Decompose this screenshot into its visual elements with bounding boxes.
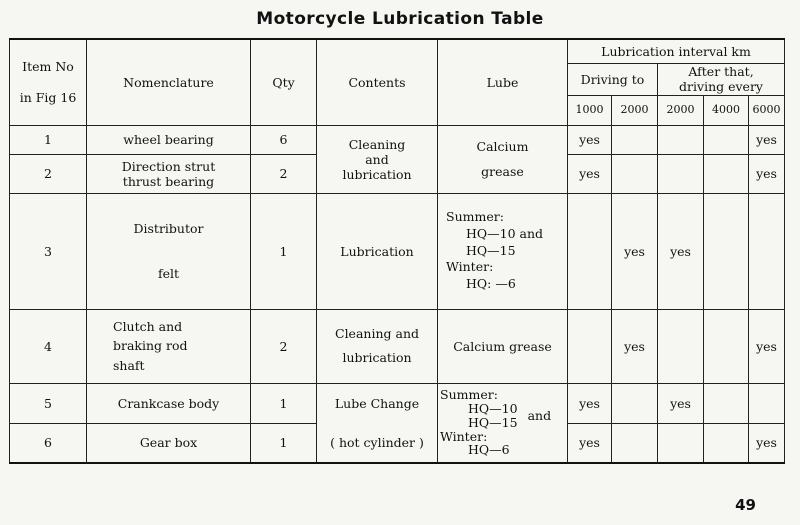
mark-2000b: [658, 309, 704, 383]
table-row: [10, 309, 785, 383]
header-item-no: Item No in Fig 16: [10, 39, 87, 125]
mark-6000: yes: [749, 125, 785, 154]
item-no: 6: [10, 423, 87, 463]
mark-1000: yes: [568, 383, 612, 423]
qty: 1: [251, 423, 317, 463]
mark-6000: yes: [749, 423, 785, 463]
table-row: [10, 193, 785, 309]
mark-2000: [612, 125, 658, 154]
contents: Lube Change ( hot cylinder ): [317, 383, 438, 463]
mark-2000: yes: [612, 193, 658, 309]
mark-4000: [704, 154, 749, 193]
header-after-that: After that, driving every: [658, 63, 785, 95]
qty: 2: [251, 154, 317, 193]
lube: Summer: HQ—10 HQ—15 and Winter: HQ—6: [438, 383, 568, 463]
mark-1000: yes: [568, 154, 612, 193]
header-km-6000: 6000: [749, 95, 785, 125]
header-qty: Qty: [251, 39, 317, 125]
contents: Cleaning and lubrication: [317, 125, 438, 193]
mark-2000b: [658, 423, 704, 463]
lube: Calcium grease: [438, 309, 568, 383]
header-nomenclature: Nomenclature: [87, 39, 251, 125]
mark-2000: [612, 154, 658, 193]
item-no: 5: [10, 383, 87, 423]
mark-4000: [704, 309, 749, 383]
qty: 1: [251, 193, 317, 309]
mark-1000: [568, 193, 612, 309]
header-km-4000: 4000: [704, 95, 749, 125]
mark-2000: yes: [612, 309, 658, 383]
item-no: 4: [10, 309, 87, 383]
nomenclature: wheel bearing: [87, 125, 251, 154]
lubrication-table: [9, 38, 785, 464]
qty: 1: [251, 383, 317, 423]
item-no: 3: [10, 193, 87, 309]
mark-4000: [704, 193, 749, 309]
mark-6000: yes: [749, 154, 785, 193]
header-driving-to: Driving to: [568, 63, 658, 95]
mark-6000: [749, 383, 785, 423]
mark-2000b: [658, 125, 704, 154]
nomenclature: Clutch and braking rod shaft: [87, 309, 251, 383]
contents: Cleaning and lubrication: [317, 309, 438, 383]
contents: Lubrication: [317, 193, 438, 309]
mark-4000: [704, 423, 749, 463]
mark-2000b: yes: [658, 383, 704, 423]
mark-1000: [568, 309, 612, 383]
page-number: 49: [735, 496, 756, 514]
mark-6000: [749, 193, 785, 309]
mark-4000: [704, 125, 749, 154]
header-contents: Contents: [317, 39, 438, 125]
mark-4000: [704, 383, 749, 423]
mark-2000b: yes: [658, 193, 704, 309]
mark-1000: yes: [568, 125, 612, 154]
mark-2000: [612, 423, 658, 463]
lube: Summer: HQ—10 and HQ—15 Winter: HQ: —6: [438, 193, 568, 309]
qty: 2: [251, 309, 317, 383]
table-row: [10, 125, 785, 154]
mark-2000: [612, 383, 658, 423]
mark-6000: yes: [749, 309, 785, 383]
header-km-1000: 1000: [568, 95, 612, 125]
table-row: [10, 383, 785, 423]
nomenclature: Distributor felt: [87, 193, 251, 309]
header-interval: Lubrication interval km: [568, 39, 785, 63]
header-km-2000: 2000: [612, 95, 658, 125]
item-no: 2: [10, 154, 87, 193]
nomenclature: Crankcase body: [87, 383, 251, 423]
mark-2000b: [658, 154, 704, 193]
qty: 6: [251, 125, 317, 154]
header-lube: Lube: [438, 39, 568, 125]
header-km-2000b: 2000: [658, 95, 704, 125]
lube: Calcium grease: [438, 125, 568, 193]
mark-1000: yes: [568, 423, 612, 463]
item-no: 1: [10, 125, 87, 154]
nomenclature: Direction strut thrust bearing: [87, 154, 251, 193]
nomenclature: Gear box: [87, 423, 251, 463]
table-title: Motorcycle Lubrication Table: [256, 9, 544, 29]
